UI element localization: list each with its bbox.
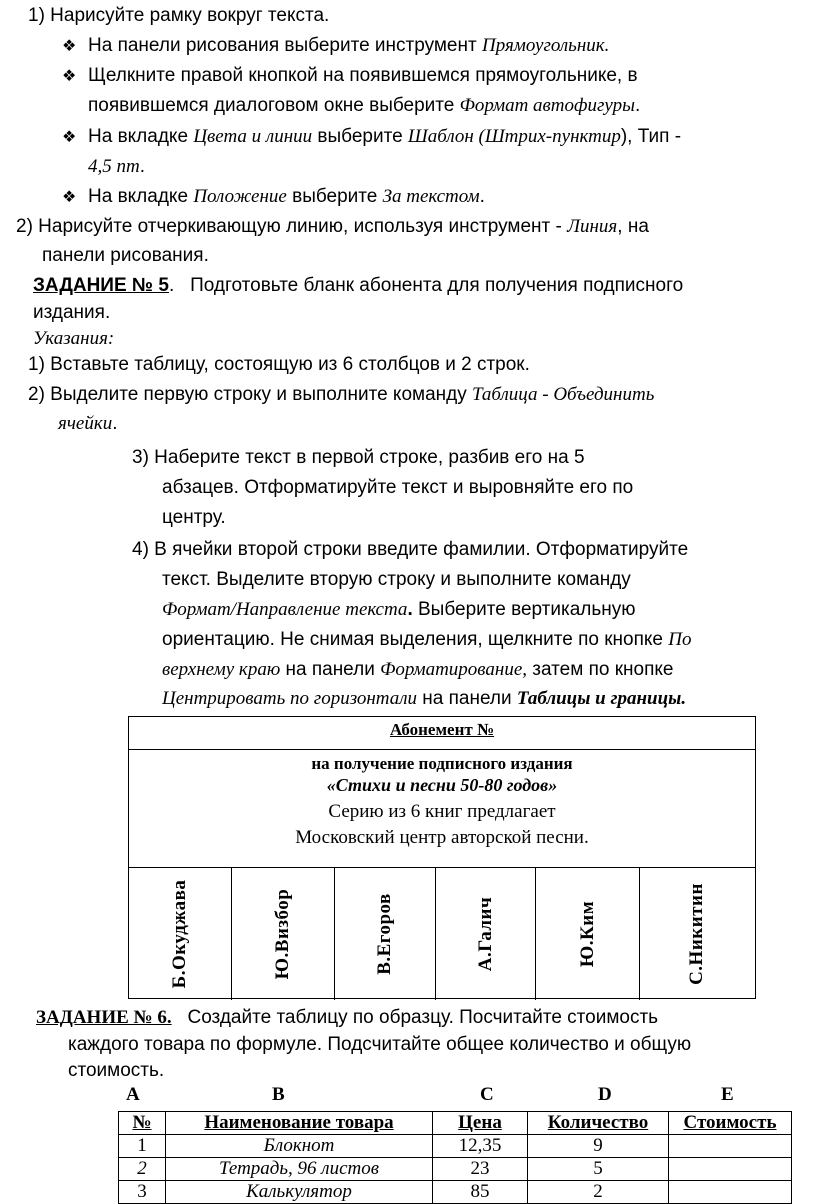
- bullet-2-cont: появившемся диалоговом окне выберите Формат автофигуры.: [88, 95, 641, 116]
- diamond-bullet-icon: ❖: [62, 189, 77, 206]
- diamond-bullet-icon: ❖: [62, 68, 77, 85]
- form-line-3: Серию из 6 книг предлагает: [328, 801, 556, 822]
- form-line-2: «Стихи и песни 50-80 годов»: [326, 775, 558, 795]
- instruction-4-line3: Формат/Направление текста. Выберите вертикальную: [162, 599, 636, 620]
- task6-title: ЗАДАНИЕ № 6.: [36, 1007, 172, 1028]
- name-cell: Б.Окуджава: [129, 868, 232, 1000]
- bullet-2: ❖ Щелкните правой кнопкой на появившемся прямоугольнике, в: [62, 63, 638, 90]
- name-cell: Ю.Ким: [536, 868, 640, 1000]
- diamond-bullet-icon: ❖: [62, 129, 77, 146]
- instruction-4-line4: ориентацию. Не снимая выделения, щелкните по кнопке По: [162, 629, 692, 650]
- name-cell: Ю.Визбор: [232, 868, 335, 1000]
- table-header-row: [119, 1112, 792, 1135]
- header-cell: №: [119, 1112, 166, 1135]
- cell: 12,35: [433, 1135, 528, 1158]
- bullet-3-cont: 4,5 пт.: [88, 156, 146, 177]
- cell: 23: [433, 1158, 528, 1181]
- cell: Калькулятор: [166, 1181, 433, 1204]
- instruction-2-cont: ячейки.: [58, 413, 118, 434]
- name-cell: А.Галич: [436, 868, 536, 1000]
- bullet-4: ❖ На вкладке Положение выберите За текстом.: [62, 184, 485, 211]
- step-2: 2) Нарисуйте отчеркивающую линию, используя инструмент - Линия, на: [16, 216, 649, 237]
- name-cell: С.Никитин: [686, 883, 707, 985]
- header-cell: Стоимость: [669, 1112, 792, 1135]
- task5-title: ЗАДАНИЕ № 5: [33, 275, 169, 296]
- table-row: [119, 1158, 792, 1181]
- cell: [669, 1158, 792, 1181]
- cell: Тетрадь, 96 листов: [166, 1158, 433, 1181]
- cell: 2: [119, 1158, 166, 1181]
- form-line-1: на получение подписного издания: [311, 754, 573, 773]
- instruction-4-line5: верхнему краю на панели Форматирование, затем по кнопке: [162, 659, 674, 680]
- task6-text-line2: каждого товара по формуле. Подсчитайте общее количество и общую: [68, 1034, 692, 1055]
- step-2-cont: панели рисования.: [42, 245, 209, 266]
- cell: [669, 1181, 792, 1204]
- instruction-4-line6: Центрировать по горизонтали на панели Таблицы и границы.: [162, 688, 687, 709]
- column-letter: E: [721, 1084, 734, 1105]
- form-names-row: [129, 867, 755, 1000]
- table-row: [119, 1181, 792, 1204]
- column-letter: A: [126, 1084, 140, 1105]
- name-cell: В.Егоров: [335, 868, 436, 1000]
- instruction-4-line2: текст. Выделите вторую строку и выполните команду: [162, 569, 631, 590]
- table-row: [119, 1135, 792, 1158]
- task6-text-line3: стоимость.: [68, 1060, 165, 1081]
- task6-heading: ЗАДАНИЕ № 6. Создайте таблицу по образцу. Посчитайте стоимость: [36, 1007, 659, 1028]
- cell: Блокнот: [166, 1135, 433, 1158]
- instruction-2: 2) Выделите первую строку и выполните команду Таблица - Объединить: [28, 384, 655, 405]
- column-letter: B: [272, 1084, 285, 1105]
- cell: 1: [119, 1135, 166, 1158]
- bullet-1: ❖ На панели рисования выберите инструмент Прямоугольник.: [62, 33, 609, 60]
- task5-text-cont: издания.: [33, 302, 111, 323]
- form-line-4: Московский центр авторской песни.: [295, 827, 589, 848]
- cell: [669, 1135, 792, 1158]
- hints-label: Указания:: [33, 328, 115, 349]
- instruction-3-line3: центру.: [162, 507, 226, 528]
- step-1: 1) Нарисуйте рамку вокруг текста.: [28, 5, 330, 26]
- column-letter: D: [598, 1084, 612, 1105]
- cell: 2: [528, 1181, 669, 1204]
- cell: 3: [119, 1181, 166, 1204]
- instruction-4: 4) В ячейки второй строки введите фамилии. Отформатируйте: [132, 539, 689, 560]
- instruction-3-line2: абзацев. Отформатируйте текст и выровняйте его по: [162, 477, 634, 498]
- task5-heading: ЗАДАНИЕ № 5. Подготовьте бланк абонента для получения подписного: [33, 275, 684, 296]
- subscription-form-table: [128, 716, 756, 999]
- goods-table: [118, 1111, 792, 1204]
- bullet-3: ❖ На вкладке Цвета и линии выберите Шаблон (Штрих-пунктир), Тип -: [62, 124, 681, 151]
- diamond-bullet-icon: ❖: [62, 38, 77, 55]
- column-letter: C: [480, 1084, 494, 1105]
- header-cell: Наименование товара: [166, 1112, 433, 1135]
- form-header: Абонемент №: [129, 717, 755, 750]
- instruction-1: 1) Вставьте таблицу, состоящую из 6 столбцов и 2 строк.: [28, 354, 530, 375]
- instruction-3: 3) Наберите текст в первой строке, разбив его на 5: [132, 447, 585, 468]
- cell: 9: [528, 1135, 669, 1158]
- cell: 85: [433, 1181, 528, 1204]
- header-cell: Цена: [433, 1112, 528, 1135]
- header-cell: Количество: [528, 1112, 669, 1135]
- cell: 5: [528, 1158, 669, 1181]
